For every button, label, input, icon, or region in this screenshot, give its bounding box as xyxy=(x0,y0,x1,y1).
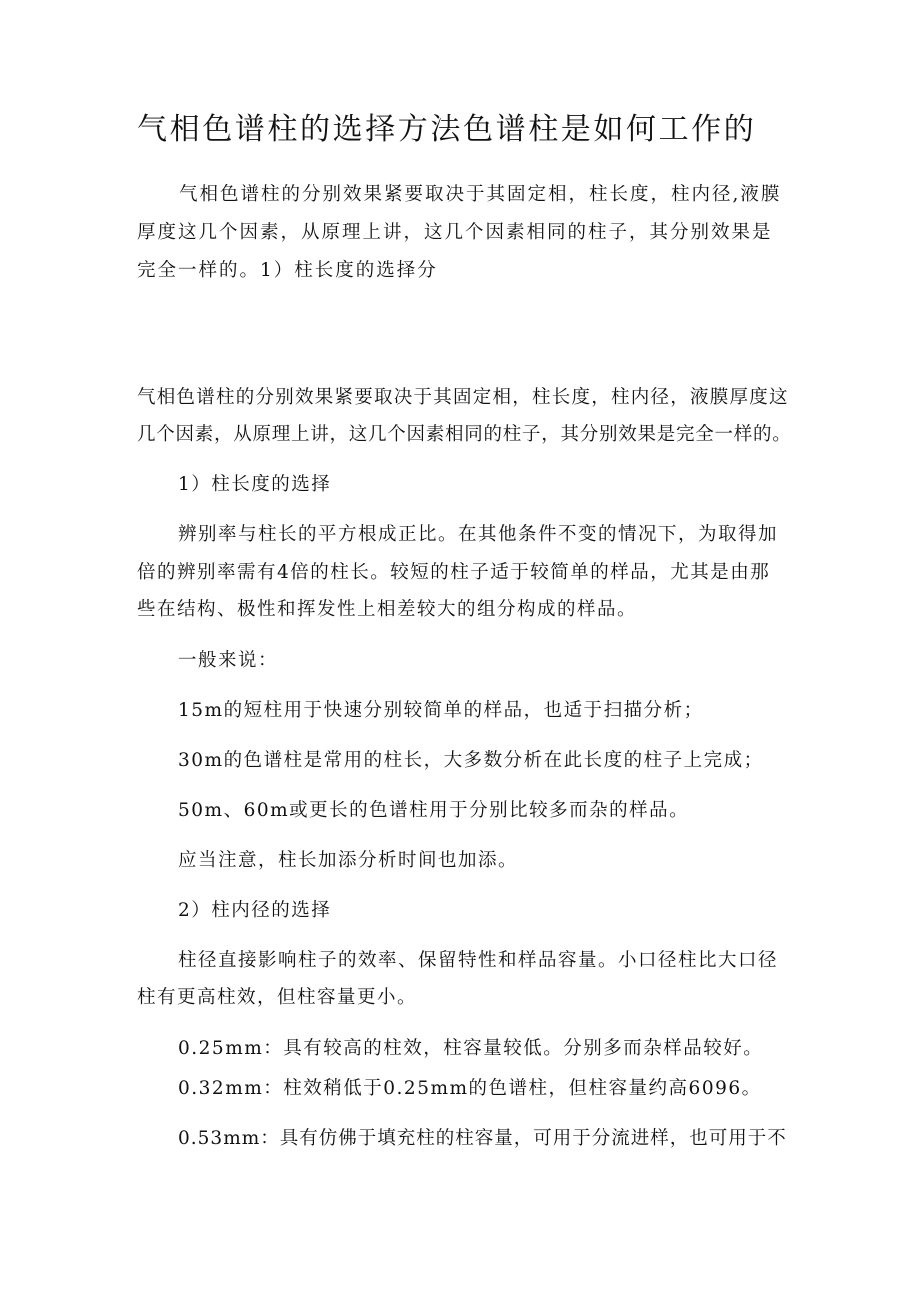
body-line: 柱径直接影响柱子的效率、保留特性和样品容量。小口径柱比大口径 xyxy=(178,950,779,971)
body-line: 倍的辨别率需有4倍的柱长。较短的柱子适于较简单的样品，尤其是由那 xyxy=(137,562,771,583)
body-line: 一般来说： xyxy=(178,650,279,671)
body-line: 气相色谱柱的分别效果紧要取决于其固定相，柱长度，柱内径，液膜厚度这 xyxy=(137,387,789,408)
body-line: 柱有更高柱效，但柱容量更小。 xyxy=(137,987,418,1008)
list-item: 30m的色谱柱是常用的柱长，大多数分析在此长度的柱子上完成； xyxy=(178,750,764,771)
list-item: 0.25mm：具有较高的柱效，柱容量较低。分别多而杂样品较好。 xyxy=(178,1038,764,1059)
list-item: 0.53mm：具有仿佛于填充柱的柱容量，可用于分流进样，也可用于不 xyxy=(178,1128,787,1149)
body-line: 应当注意，柱长加添分析时间也加添。 xyxy=(178,850,519,871)
document-title: 气相色谱柱的选择方法色谱柱是如何工作的 xyxy=(137,112,757,147)
body-line: 些在结构、极性和挥发性上相差较大的组分构成的样品。 xyxy=(137,599,638,620)
list-item: 0.32mm：柱效稍低于0.25mm的色谱柱，但柱容量约高6096。 xyxy=(178,1078,762,1099)
section-heading-column-length: 1）柱长度的选择 xyxy=(178,474,332,495)
list-item: 50m、60m或更长的色谱柱用于分别比较多而杂的样品。 xyxy=(178,800,690,821)
list-item: 15m的短柱用于快速分别较简单的样品，也适于扫描分析； xyxy=(178,700,704,721)
section-heading-inner-diameter: 2）柱内径的选择 xyxy=(178,900,332,921)
body-line: 辨别率与柱长的平方根成正比。在其他条件不变的情况下，为取得加 xyxy=(178,524,779,545)
intro-paragraph: 气相色谱柱的分别效果紧要取决于其固定相，柱长度，柱内径,液膜厚度这几个因素，从原理上讲，这几个因素相同的柱子，其分别效果是完全一样的。1）柱长度的选择分 xyxy=(137,184,782,281)
body-line: 几个因素，从原理上讲，这几个因素相同的柱子，其分别效果是完全一样的。 xyxy=(137,424,792,445)
